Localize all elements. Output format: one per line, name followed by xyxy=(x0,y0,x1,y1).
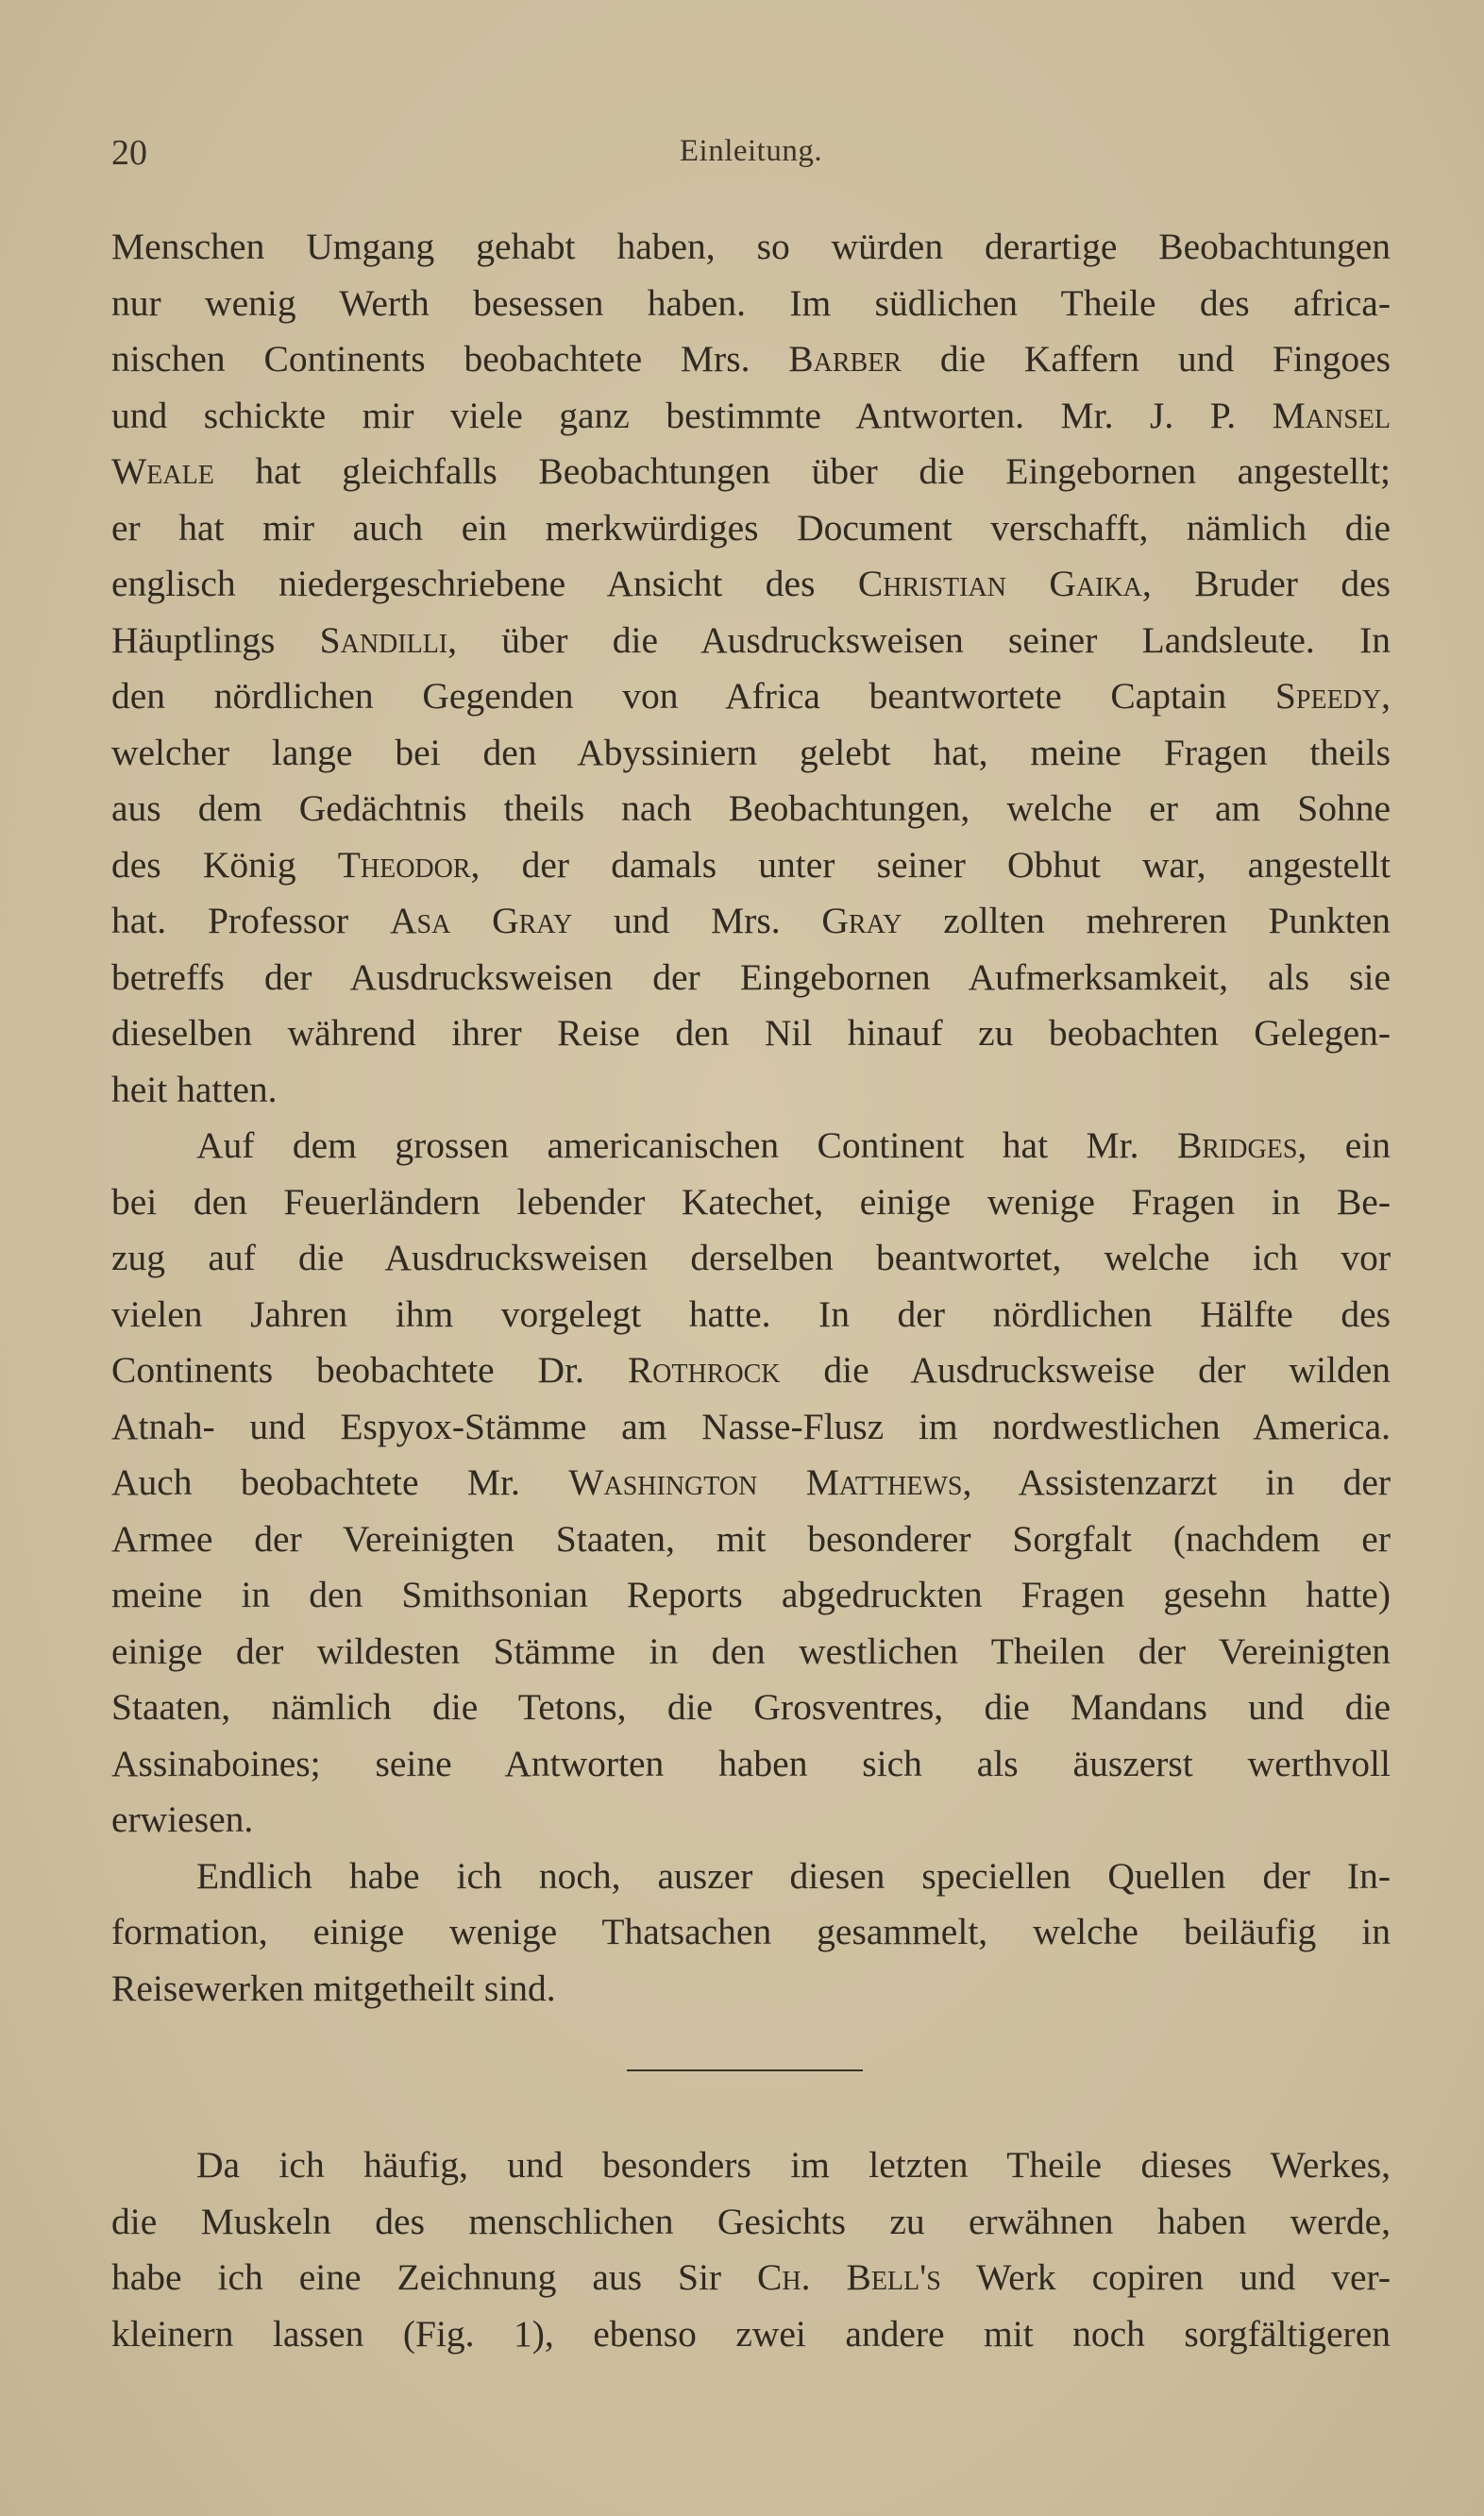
text-line: die Muskeln des menschlichen Gesichts zu erwähnen haben werde, xyxy=(111,2200,1391,2242)
paragraph-2 xyxy=(111,1118,1391,1849)
text-line: hat. Professor Asa Gray und Mrs. Gray zollten mehreren Punkten xyxy=(111,900,1391,941)
text-line: Häuptlings Sandilli, über die Ausdrucksweisen seiner Landsleute. In xyxy=(111,618,1391,661)
text-line: dieselben während ihrer Reise den Nil hinauf zu beobachten Gelegen- xyxy=(111,1012,1391,1054)
text-line: formation, einige wenige Thatsachen gesammelt, welche beiläufig in xyxy=(111,1911,1391,1952)
text-line: des König Theodor, der damals unter seiner Obhut war, angestellt xyxy=(111,843,1391,886)
text-line: Staaten, nämlich die Tetons, die Grosventres, die Mandans und die xyxy=(111,1686,1391,1728)
text-line: den nördlichen Gegenden von Africa beantwortete Captain Speedy, xyxy=(111,675,1391,717)
text-line: Endlich habe ich noch, auszer diesen speciellen Quellen der In- xyxy=(196,1854,1391,1897)
text-line: vielen Jahren ihm vorgelegt hatte. In der nördlichen Hälfte des xyxy=(111,1292,1391,1335)
text-line: betreffs der Ausdrucksweisen der Eingebornen Aufmerksamkeit, als sie xyxy=(111,955,1391,998)
text-line: Atnah- und Espyox-Stämme am Nasse-Flusz im nordwestlichen America. xyxy=(111,1405,1391,1447)
text-line: zug auf die Ausdrucksweisen derselben beantwortet, welche ich vor xyxy=(111,1237,1391,1278)
page-header xyxy=(111,132,1391,179)
text-line: Continents beobachtete Dr. Rothrock die Ausdrucksweise der wilden xyxy=(111,1349,1391,1391)
text-line: meine in den Smithsonian Reports abgedruckten Fragen gesehn hatte) xyxy=(111,1574,1391,1615)
body-text-continued xyxy=(111,2137,1391,2362)
text-line: Armee der Vereinigten Staaten, mit besonderer Sorgfalt (nachdem er xyxy=(111,1517,1391,1560)
text-line: englisch niedergeschriebene Ansicht des Christian Gaika, Bruder des xyxy=(111,563,1391,604)
text-line: Auf dem grossen americanischen Continent hat Mr. Bridges, ein xyxy=(196,1124,1391,1166)
text-line: Menschen Umgang gehabt haben, so würden derartige Beobachtungen xyxy=(111,226,1391,267)
text-line: aus dem Gedächtnis theils nach Beobachtungen, welche er am Sohne xyxy=(111,787,1391,829)
text-line: und schickte mir viele ganz bestimmte Antworten. Mr. J. P. Mansel xyxy=(111,394,1391,436)
text-line: bei den Feuerländern lebender Katechet, einige wenige Fragen in Be- xyxy=(111,1180,1391,1223)
page-number: 20 xyxy=(111,133,147,173)
text-line: nur wenig Werth besessen haben. Im südlichen Theile des africa- xyxy=(111,281,1391,324)
text-line: Da ich häufig, und besonders im letzten Theile dieses Werkes, xyxy=(196,2144,1391,2186)
paragraph-3 xyxy=(111,1849,1391,2018)
text-line: kleinern lassen (Fig. 1), ebenso zwei andere mit noch sorgfältigeren xyxy=(111,2312,1391,2355)
section-divider xyxy=(627,2069,863,2071)
running-head: Einleitung. xyxy=(679,134,823,168)
text-line: Reisewerken mitgetheilt sind. xyxy=(111,1967,556,2009)
text-line: habe ich eine Zeichnung aus Sir Ch. Bell's Werk copiren und ver- xyxy=(111,2256,1391,2298)
text-line: erwiesen. xyxy=(111,1798,254,1840)
text-line: Weale hat gleichfalls Beobachtungen über die Eingebornen angestellt; xyxy=(111,450,1391,492)
text-line: Assinaboines; seine Antworten haben sich als äuszerst werthvoll xyxy=(111,1742,1391,1784)
text-line: heit hatten. xyxy=(111,1068,278,1110)
text-line: einige der wildesten Stämme in den westlichen Theilen der Vereinigten xyxy=(111,1629,1391,1672)
text-line: nischen Continents beobachtete Mrs. Barber die Kaffern und Fingoes xyxy=(111,338,1391,380)
body-text xyxy=(111,219,1391,2017)
text-line: er hat mir auch ein merkwürdiges Document verschafft, nämlich die xyxy=(111,506,1391,549)
text-line: Auch beobachtete Mr. Washington Matthews, Assistenzarzt in der xyxy=(111,1461,1391,1503)
paragraph-1 xyxy=(111,219,1391,1118)
text-line: welcher lange bei den Abyssiniern gelebt hat, meine Fragen theils xyxy=(111,731,1391,773)
